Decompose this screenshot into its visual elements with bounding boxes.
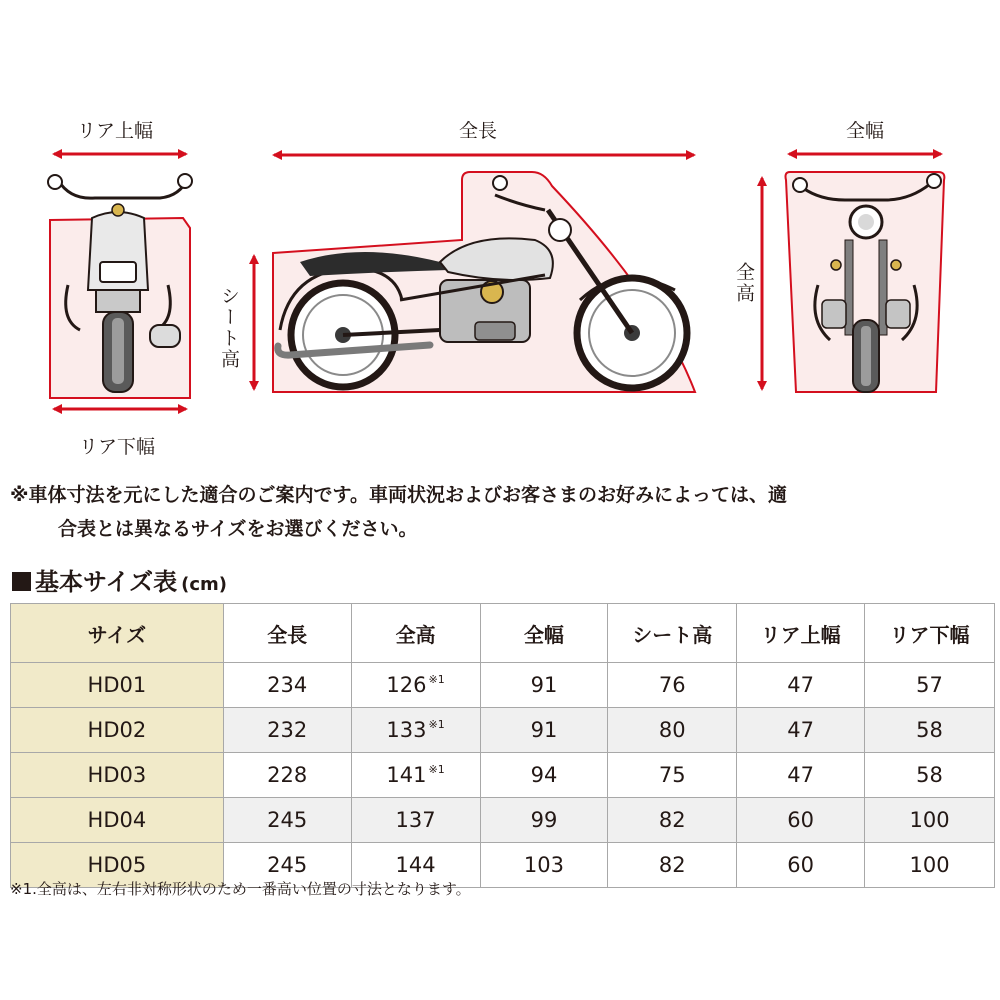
cell-total-height: 137 xyxy=(351,798,480,843)
square-bullet-icon xyxy=(12,572,31,591)
cell-total-width: 99 xyxy=(480,798,608,843)
table-title-text: 基本サイズ表 xyxy=(35,568,178,596)
footnote-mark: ※1 xyxy=(428,673,445,686)
cell-total-height xyxy=(351,708,480,753)
cell-rear-top-width: 47 xyxy=(737,663,865,708)
cell-total-width: 103 xyxy=(480,843,608,888)
table-title xyxy=(12,562,227,597)
footnote-mark: ※1 xyxy=(428,718,445,731)
cell-total-width: 94 xyxy=(480,753,608,798)
cell-total-width: 91 xyxy=(480,663,608,708)
cell-size: HD04 xyxy=(11,798,224,843)
cell-rear-top-width: 60 xyxy=(737,798,865,843)
table-header-row xyxy=(11,604,995,663)
cell-seat-height: 75 xyxy=(608,753,737,798)
header-rear-top-width: リア上幅 xyxy=(737,604,865,663)
cell-rear-top-width: 60 xyxy=(737,843,865,888)
header-total-width: 全幅 xyxy=(480,604,608,663)
fitting-note-line2: 合表とは異なるサイズをお選びください。 xyxy=(58,518,418,540)
cell-rear-bottom-width: 100 xyxy=(865,798,995,843)
total-height-label: 全高 xyxy=(733,262,755,304)
cell-size: HD01 xyxy=(11,663,224,708)
front-view-illustration xyxy=(786,172,945,392)
cell-rear-bottom-width: 100 xyxy=(865,843,995,888)
rear-top-width-label: リア上幅 xyxy=(77,120,154,142)
cell-rear-bottom-width: 58 xyxy=(865,753,995,798)
fitting-note-line1: ※車体寸法を元にした適合のご案内です。車両状況およびお客さまのお好みによっては、適 xyxy=(10,484,787,506)
cell-seat-height: 76 xyxy=(608,663,737,708)
dimension-diagram xyxy=(0,0,1000,460)
footnote: ※1.全高は、左右非対称形状のため一番高い位置の寸法となります。 xyxy=(10,880,471,898)
total-length-label: 全長 xyxy=(459,120,498,142)
cell-size: HD03 xyxy=(11,753,224,798)
cell-total-width: 91 xyxy=(480,708,608,753)
total-width-label: 全幅 xyxy=(846,120,885,142)
footnote-mark: ※1 xyxy=(428,763,445,776)
side-view-illustration xyxy=(273,172,695,392)
cell-total-height-value: 126 xyxy=(386,673,427,697)
cell-total-height xyxy=(351,753,480,798)
cell-rear-bottom-width: 57 xyxy=(865,663,995,708)
table-row xyxy=(11,708,995,753)
header-total-height: 全高 xyxy=(351,604,480,663)
cell-total-height-value: 133 xyxy=(386,718,427,742)
fitting-note xyxy=(10,478,995,546)
cell-total-length: 245 xyxy=(223,798,351,843)
header-size: サイズ xyxy=(11,604,224,663)
cell-total-height: 144 xyxy=(351,843,480,888)
rear-view-illustration xyxy=(48,174,192,398)
cell-rear-bottom-width: 58 xyxy=(865,708,995,753)
cell-total-length: 234 xyxy=(223,663,351,708)
cell-rear-top-width: 47 xyxy=(737,708,865,753)
table-unit: (cm) xyxy=(181,574,227,595)
header-seat-height: シート高 xyxy=(608,604,737,663)
cell-size: HD02 xyxy=(11,708,224,753)
cell-total-length: 245 xyxy=(223,843,351,888)
size-table xyxy=(10,603,995,888)
table-row xyxy=(11,663,995,708)
cell-seat-height: 82 xyxy=(608,798,737,843)
cell-size: HD05 xyxy=(11,843,224,888)
cell-seat-height: 82 xyxy=(608,843,737,888)
cell-seat-height: 80 xyxy=(608,708,737,753)
header-rear-bottom-width: リア下幅 xyxy=(865,604,995,663)
dimension-diagram-svg xyxy=(0,0,1000,460)
cell-total-length: 228 xyxy=(223,753,351,798)
cell-total-length: 232 xyxy=(223,708,351,753)
cell-total-height-value: 141 xyxy=(386,763,427,787)
seat-height-label: シート高 xyxy=(218,286,240,370)
table-row xyxy=(11,753,995,798)
rear-bottom-width-label: リア下幅 xyxy=(79,436,156,458)
table-row xyxy=(11,798,995,843)
cell-rear-top-width: 47 xyxy=(737,753,865,798)
cell-total-height xyxy=(351,663,480,708)
header-total-length: 全長 xyxy=(223,604,351,663)
